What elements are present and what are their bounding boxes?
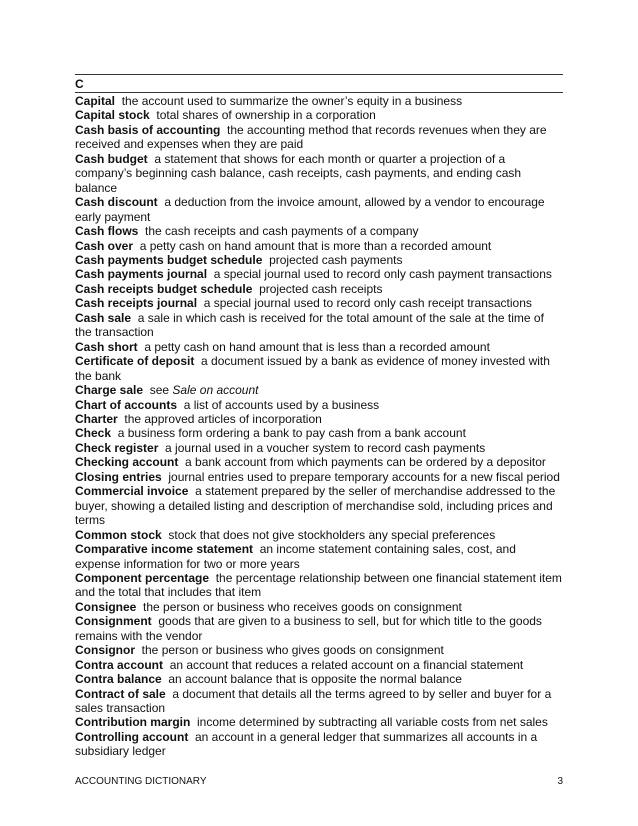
entry-definition: projected cash receipts bbox=[259, 281, 383, 296]
glossary-entry bbox=[75, 311, 563, 340]
glossary-entry bbox=[75, 296, 563, 310]
entry-definition: total shares of ownership in a corporation bbox=[156, 108, 376, 123]
entry-definition: goods that are given to a business to sell, but for which title to the goods remains with the vendor bbox=[75, 614, 542, 643]
glossary-entry bbox=[75, 643, 563, 657]
entry-term: Contra account bbox=[75, 657, 164, 672]
entry-definition: an income statement containing sales, cost, and expense information for two or more years bbox=[75, 542, 516, 571]
entry-definition: a special journal used to record only cash receipt transactions bbox=[203, 296, 532, 311]
entry-definition: a special journal used to record only cash payment transactions bbox=[213, 267, 552, 282]
glossary-entry bbox=[75, 123, 563, 152]
entry-term: Checking account bbox=[75, 455, 179, 470]
entry-term: Cash discount bbox=[75, 195, 158, 210]
glossary-entry bbox=[75, 340, 563, 354]
entry-definition: the account used to summarize the owner’s equity in a business bbox=[121, 94, 463, 108]
entry-definition: the cash receipts and cash payments of a company bbox=[145, 224, 419, 239]
glossary-entry bbox=[75, 715, 563, 729]
entry-term: Contribution margin bbox=[75, 715, 191, 730]
entry-term: Charge sale bbox=[75, 383, 144, 398]
glossary-entry bbox=[75, 687, 563, 716]
entry-definition: projected cash payments bbox=[269, 252, 403, 267]
entry-definition: a sale in which cash is received for the total amount of the sale at the time of the transaction bbox=[75, 310, 544, 340]
entry-term: Consignor bbox=[75, 643, 135, 658]
entry-term: Closing entries bbox=[75, 469, 162, 484]
glossary-entry bbox=[75, 484, 563, 527]
entry-term: Cash basis of accounting bbox=[75, 122, 221, 137]
entry-definition: an account in a general ledger that summarizes all accounts in a subsidiary ledger bbox=[75, 729, 538, 759]
entry-term: Consignment bbox=[75, 614, 152, 629]
entry-definition: the accounting method that records revenues when they are received and expenses when they are paid bbox=[75, 122, 547, 152]
entry-term: Check bbox=[75, 426, 112, 441]
entry-definition: the person or business who receives goods on consignment bbox=[143, 599, 462, 614]
glossary-entry bbox=[75, 412, 563, 426]
entry-definition: journal entries used to prepare temporary accounts for a new fiscal period bbox=[168, 469, 560, 484]
entry-term: Contra balance bbox=[75, 672, 162, 687]
glossary-entry bbox=[75, 470, 563, 484]
entry-definition: a list of accounts used by a business bbox=[183, 397, 380, 412]
entry-definition: a bank account from which payments can be ordered by a depositor bbox=[185, 455, 546, 470]
section-divider bbox=[75, 92, 563, 93]
glossary-entry bbox=[75, 600, 563, 614]
glossary-entry bbox=[75, 614, 563, 643]
entry-definition: a deduction from the invoice amount, allowed by a vendor to encourage early payment bbox=[75, 195, 545, 224]
glossary-entry bbox=[75, 528, 563, 542]
entry-term: Capital bbox=[75, 94, 116, 108]
page-number: 3 bbox=[557, 776, 563, 787]
glossary-entry bbox=[75, 195, 563, 224]
entry-definition: an account that reduces a related account on a financial statement bbox=[169, 657, 524, 672]
page-content bbox=[75, 74, 563, 759]
glossary-entry bbox=[75, 239, 563, 253]
glossary-entry bbox=[75, 94, 563, 108]
glossary-entry bbox=[75, 542, 563, 571]
entry-term: Check register bbox=[75, 440, 159, 455]
entry-definition: income determined by subtracting all variable costs from net sales bbox=[197, 715, 548, 730]
entry-definition: a business form ordering a bank to pay cash from a bank account bbox=[117, 426, 466, 441]
entry-definition: stock that does not give stockholders any special preferences bbox=[168, 527, 496, 542]
glossary-list bbox=[75, 94, 563, 759]
entry-term: Cash budget bbox=[75, 151, 148, 166]
glossary-entry bbox=[75, 730, 563, 759]
entry-definition: a petty cash on hand amount that is less than a recorded amount bbox=[144, 339, 490, 354]
entry-term: Contract of sale bbox=[75, 686, 166, 701]
entry-definition: an account balance that is opposite the normal balance bbox=[168, 672, 462, 687]
glossary-entry bbox=[75, 398, 563, 412]
entry-term: Cash payments journal bbox=[75, 267, 208, 282]
glossary-entry bbox=[75, 108, 563, 122]
entry-definition: a petty cash on hand amount that is more than a recorded amount bbox=[139, 238, 492, 253]
entry-term: Common stock bbox=[75, 527, 162, 542]
entry-term: Consignee bbox=[75, 599, 137, 614]
entry-term: Cash receipts journal bbox=[75, 296, 198, 311]
entry-term: Commercial invoice bbox=[75, 484, 189, 499]
entry-definition: a document that details all the terms agreed to by seller and buyer for a sales transaction bbox=[75, 686, 552, 716]
entry-term: Comparative income statement bbox=[75, 542, 254, 557]
section-letter: C bbox=[75, 77, 84, 91]
entry-term: Cash over bbox=[75, 238, 134, 253]
glossary-entry bbox=[75, 441, 563, 455]
glossary-entry bbox=[75, 224, 563, 238]
glossary-entry bbox=[75, 426, 563, 440]
entry-definition: a statement prepared by the seller of merchandise addressed to the buyer, showing a detailed listing and description of merchandise sold, including prices and terms bbox=[75, 484, 556, 528]
entry-definition: the person or business who gives goods on consignment bbox=[141, 643, 444, 658]
entry-term: Component percentage bbox=[75, 570, 210, 585]
glossary-entry bbox=[75, 658, 563, 672]
glossary-entry bbox=[75, 383, 563, 397]
entry-term: Charter bbox=[75, 411, 118, 426]
entry-term: Cash receipts budget schedule bbox=[75, 281, 253, 296]
entry-term: Cash flows bbox=[75, 224, 139, 239]
entry-definition: the approved articles of incorporation bbox=[124, 411, 322, 426]
glossary-entry bbox=[75, 253, 563, 267]
glossary-entry bbox=[75, 672, 563, 686]
entry-definition: a document issued by a bank as evidence of money invested with the bank bbox=[75, 354, 550, 383]
entry-term: Chart of accounts bbox=[75, 397, 178, 412]
entry-definition: a statement that shows for each month or quarter a projection of a company’s beginning cash balance, cash receipts, cash payments, and ending cash balance bbox=[75, 151, 522, 195]
see-reference: Sale on account bbox=[172, 383, 259, 398]
glossary-entry bbox=[75, 152, 563, 195]
entry-term: Certificate of deposit bbox=[75, 354, 195, 369]
entry-term: Controlling account bbox=[75, 729, 189, 744]
entry-term: Cash payments budget schedule bbox=[75, 252, 263, 267]
entry-definition: see bbox=[149, 383, 170, 398]
entry-term: Cash sale bbox=[75, 310, 132, 325]
footer-title: ACCOUNTING DICTIONARY bbox=[75, 776, 207, 787]
glossary-entry bbox=[75, 455, 563, 469]
entry-definition: a journal used in a voucher system to record cash payments bbox=[165, 440, 486, 455]
glossary-entry bbox=[75, 282, 563, 296]
entry-term: Capital stock bbox=[75, 108, 150, 123]
glossary-entry bbox=[75, 267, 563, 281]
entry-definition: the percentage relationship between one financial statement item and the total that includes that item bbox=[75, 570, 562, 600]
entry-term: Cash short bbox=[75, 339, 138, 354]
glossary-entry bbox=[75, 571, 563, 600]
glossary-entry bbox=[75, 354, 563, 383]
